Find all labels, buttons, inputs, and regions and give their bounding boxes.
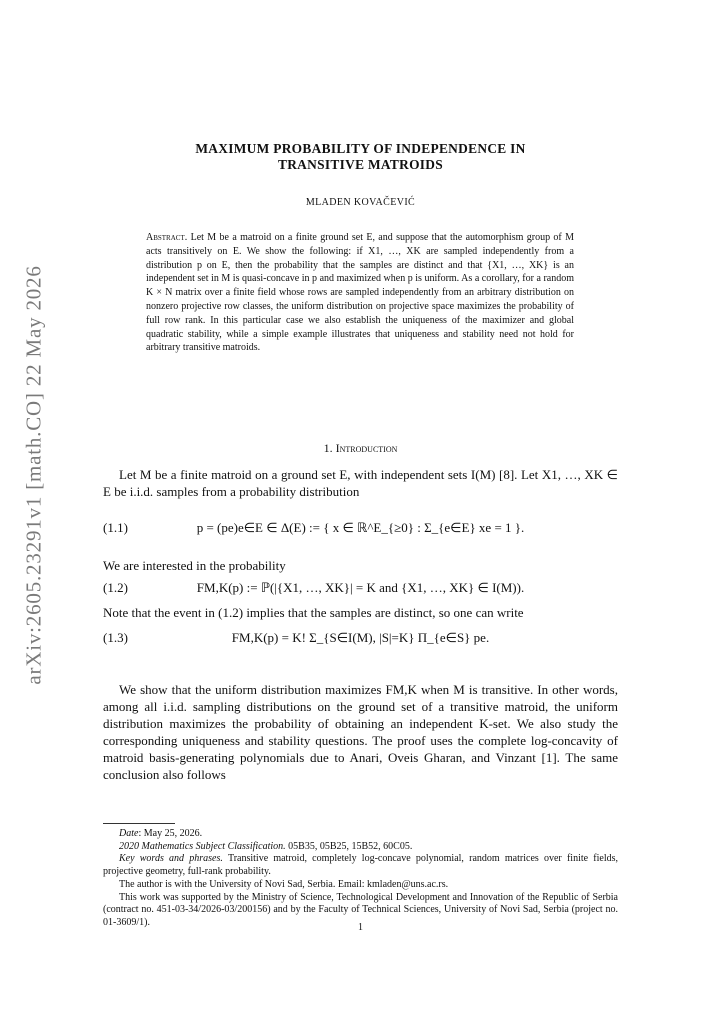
paper-title (103, 141, 618, 173)
footnote-affiliation: The author is with the University of Novi Sad, Serbia. Email: kmladen@uns.ac.rs. (119, 878, 449, 890)
footnote-msc (103, 841, 618, 854)
keywords-label: Key words and phrases. (119, 853, 223, 865)
paragraph-probability (103, 557, 618, 574)
date-value: May 25, 2026. (143, 828, 203, 839)
equation-number: (1.3) (103, 630, 128, 645)
keywords-text: Transitive matroid, completely log-concave polynomial, random matrices over finite fields, projective geometry, full-rank probability. (103, 853, 618, 878)
main-result-text: We show that the uniform distribution maximizes FM,K when M is transitive. In other words, among all i.i.d. sampling distributions on the ground set of a transitive matroid, the uniform distribution maximizes the probability of obtaining an independent K-set. We also study the corresponding uniqueness and stability questions. The proof uses the complete log-concavity of matroid basis-generating polynomials due to Anari, Oveis Gharan, and Vinzant [1]. The same conclusion also follows (103, 682, 618, 782)
page-number: 1 (358, 922, 363, 933)
note-text: Note that the event in (1.2) implies that the samples are distinct, so one can write (103, 605, 524, 620)
footnote-funding: This work was supported by the Ministry of Science, Technological Development and Innovation of the Republic of Serbia (contract no. 451-03-34/2026-03/200156) and by the Faculty of Technical Sciences, University of Novi Sad, Serbia (project no. 01-3609/1). (103, 891, 618, 928)
equation-body: p = (pe)e∈E ∈ Δ(E) := { x ∈ ℝ^E_{≥0} : Σ_{e∈E} xe = 1 }. (196, 520, 525, 535)
equation-body: FM,K(p) := ℙ(|{X1, …, XK}| = K and {X1, …, XK} ∈ I(M)). (196, 580, 525, 595)
paragraph-note (103, 604, 618, 621)
section-number: 1. (323, 441, 333, 455)
abstract-label: Abstract. (146, 232, 188, 243)
author-name: MLADEN KOVAČEVIĆ (305, 197, 416, 208)
arxiv-identifier-stamp: arXiv:2605.23291v1 [math.CO] 22 May 2026 (21, 265, 46, 685)
section-heading (103, 441, 618, 456)
section-title: Introduction (335, 441, 398, 455)
footnote-date: Date: May 25, 2026. (119, 828, 203, 839)
title-line-1: MAXIMUM PROBABILITY OF INDEPENDENCE IN (195, 141, 526, 156)
footnote-keywords (103, 853, 618, 878)
equation-body: FM,K(p) = K! Σ_{S∈I(M), |S|=K} Π_{e∈S} pe. (231, 630, 490, 645)
msc-codes: 05B35, 05B25, 15B52, 60C05. (288, 840, 413, 852)
intro-text: Let M be a finite matroid on a ground set E, with independent sets I(M) [8]. Let X1, …, XK ∈ E be i.i.d. samples from a probability distribution (103, 467, 618, 499)
abstract (146, 231, 574, 355)
paragraph-main-result (103, 681, 618, 783)
footnotes (103, 828, 618, 930)
equation-number: (1.1) (103, 520, 128, 535)
footnote-rule (103, 823, 175, 824)
date-label: Date (119, 828, 139, 839)
title-line-2: TRANSITIVE MATROIDS (277, 157, 444, 172)
probability-text: We are interested in the probability (103, 558, 286, 573)
equation-1-3 (103, 630, 618, 670)
equation-1-1 (103, 520, 618, 560)
paragraph-intro (103, 466, 618, 500)
abstract-text: Let M be a matroid on a finite ground set E, and suppose that the automorphism group of M acts transitively on E. We show the following: if X1, …, XK are sampled independently from a distribution p on E, then the probability that the samples are distinct and that {X1, …, XK} is an independent set in M is quasi-concave in p and maximized when p is uniform. As a corollary, for a random K × N matrix over a finite field whose rows are sampled independently from an arbitrary distribution on nonzero projective row classes, the uniform distribution on projective space maximizes the probability of full row rank. In this particular case we also establish the uniqueness of the maximizer and global quadratic stability, while a simple example illustrates that uniqueness and stability need not hold for arbitrary transitive matroids. (146, 232, 575, 354)
equation-number: (1.2) (103, 580, 128, 595)
msc-label: 2020 Mathematics Subject Classification. (119, 840, 286, 852)
